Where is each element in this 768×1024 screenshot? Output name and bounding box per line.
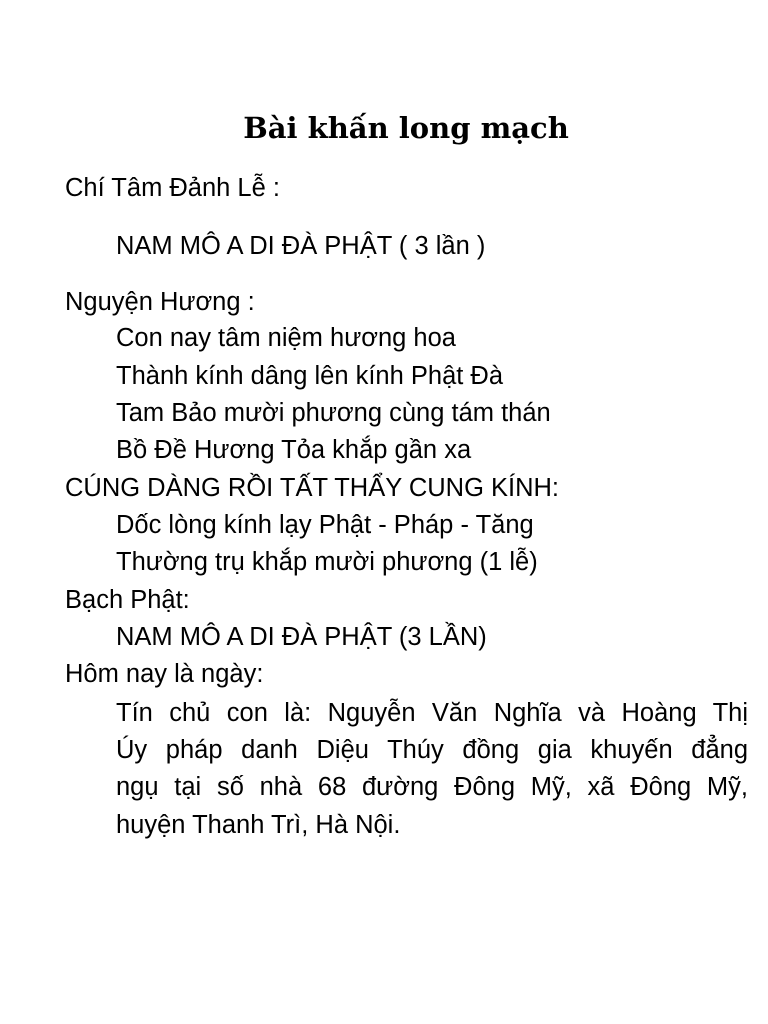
text-line: Tín chủ con là: Nguyễn Văn Nghĩa và Hoàng Thị (116, 699, 748, 727)
text-line: NAM MÔ A DI ĐÀ PHẬT ( 3 lần ) (116, 232, 486, 260)
text-line: ngụ tại số nhà 68 đường Đông Mỹ, xã Đông Mỹ, (116, 773, 748, 801)
text-line: Bạch Phật: (65, 586, 190, 614)
text-line: Tam Bảo mười phương cùng tám thán (116, 399, 551, 427)
text-line: CÚNG DÀNG RỒI TẤT THẨY CUNG KÍNH: (65, 474, 560, 502)
text-line: Thành kính dâng lên kính Phật Đà (116, 362, 504, 390)
document-title: Bài khấn long mạch (243, 111, 569, 145)
text-line: Úy pháp danh Diệu Thúy đồng gia khuyến đẳng (116, 736, 748, 764)
text-line: NAM MÔ A DI ĐÀ PHẬT (3 LẦN) (116, 623, 487, 651)
text-line: Con nay tâm niệm hương hoa (116, 324, 456, 352)
text-line: Nguyện Hương : (65, 288, 255, 316)
text-line: Hôm nay là ngày: (65, 660, 264, 688)
text-line: Dốc lòng kính lạy Phật - Pháp - Tăng (116, 511, 534, 539)
text-line: huyện Thanh Trì, Hà Nội. (116, 811, 401, 839)
text-line: Chí Tâm Đảnh Lễ : (65, 174, 280, 202)
text-line: Thường trụ khắp mười phương (1 lễ) (116, 548, 538, 576)
text-line: Bồ Đề Hương Tỏa khắp gần xa (116, 436, 472, 464)
